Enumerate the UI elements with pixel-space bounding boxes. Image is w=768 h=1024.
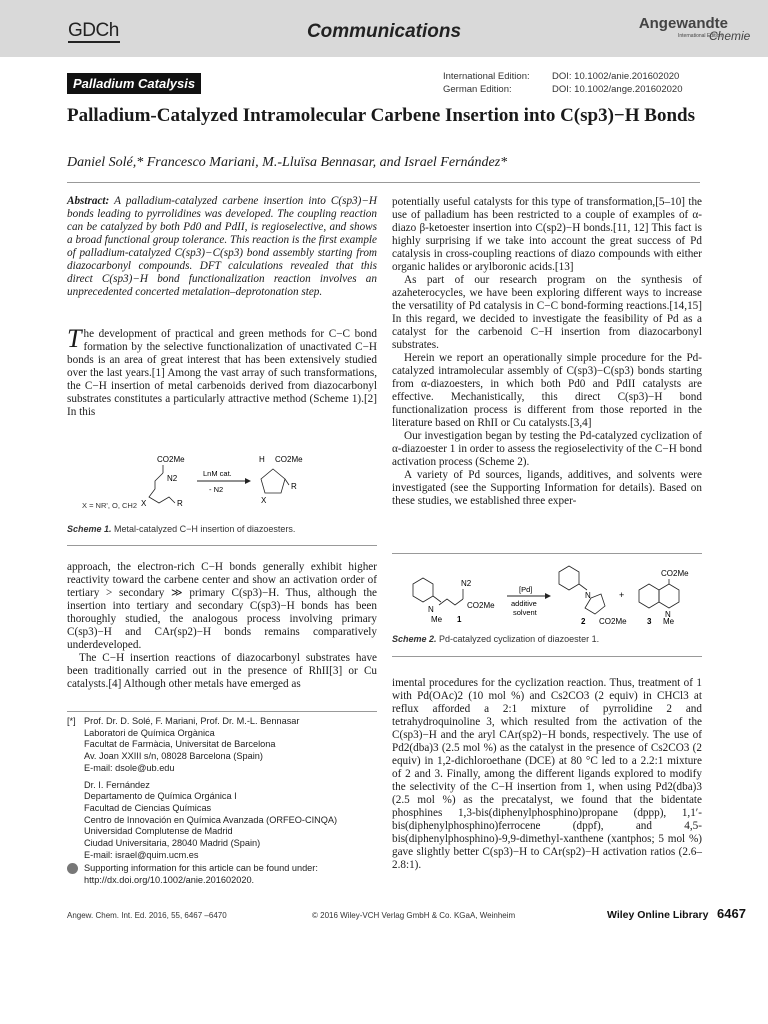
scheme-1-divider — [67, 545, 377, 546]
affiliation-marker: [*] — [67, 716, 76, 726]
scheme-2-label: Scheme 2. — [392, 634, 437, 644]
aff2-line: Departamento de Química Orgánica I — [84, 791, 237, 802]
s2-sm-co2me: CO2Me — [467, 601, 495, 610]
aff1-line: Av. Joan XXIII s/n, 08028 Barcelona (Spain) — [84, 751, 263, 762]
s1-reagent-x: X — [141, 499, 147, 508]
s1-product-co2me: CO2Me — [275, 455, 303, 464]
abstract — [67, 195, 377, 299]
doi-international-link[interactable]: DOI: 10.1002/anie.201602020 — [552, 71, 680, 82]
body-left-continued — [67, 561, 377, 691]
body-paragraph-3: The C−H insertion reactions of diazocarbonyl substrates have been traditionally carried out in the presence of RhII[3] or Cu catalysts.[4] Although other metals have emerged as — [67, 652, 377, 690]
journal-logo: Angewandte — [638, 15, 728, 32]
s1-product-h: H — [259, 455, 265, 464]
page-number: 6467 — [717, 906, 746, 921]
s1-arrow-catalyst: LnM cat. — [203, 469, 232, 478]
body-right-p2: As part of our research program on the synthesis of azaheterocycles, we have been exploring different ways to increase the versatility of Pd catalysis in C−C bond-forming reactions.[14,15] In this regard, we decided to investigate the feasibility of Pd as a catalyst for the carbenoid C−H insertion from diazocarbonyl substrates. — [392, 274, 702, 351]
supporting-info-icon — [67, 863, 78, 874]
article-authors: Daniel Solé,* Francesco Mariani, M.-Lluïsa Bennasar, and Israel Fernández* — [67, 155, 508, 170]
scheme-2-graphic — [395, 562, 700, 628]
s1-reagent-n2: N2 — [167, 474, 178, 483]
supporting-info — [67, 863, 377, 886]
body-right-p3: Herein we report an operationally simple procedure for the Pd-catalyzed intramolecular assembly of C(sp3)−C(sp3) bonds starting from α-diazoesters, in which both Pd0 and PdII catalysts are effective. Mechanistically, this direct C(sp3)−H bond functionalization process is different from those reported in the literature based on RhII or Cu catalysts.[3,4] — [392, 352, 702, 429]
category-badge: Palladium Catalysis — [67, 73, 201, 94]
s1-reagent-r: R — [177, 499, 183, 508]
abstract-text: A palladium-catalyzed carbene insertion into C(sp3)−H bonds leading to pyrrolidines was developed. The coupling reaction can be catalyzed by both Pd0 and PdII, is regioselective, and shows a broad functional group tolerance. This reaction is the first example of palladium-catalyzed C(sp3)−C(sp3) bond assembly starting from diazocarbonyl compounds. DFT calculations revealed that this direct C(sp3)−H bond functionalization reaction involves an unprecedented concerted metalation–deprotonation step. — [67, 195, 377, 298]
aff2-line: Universidad Complutense de Madrid — [84, 826, 233, 837]
s1-reagent-co2me: CO2Me — [157, 455, 185, 464]
title-divider — [67, 182, 700, 183]
scheme-1-caption — [67, 524, 295, 534]
body-paragraph-1: he development of practical and green methods for C−C bond formation by the selective functionalization of unactivated C−H bonds is an area of great interest that has been extensively studied over the last years.[1] Among the vast array of such transformations, the C−H insertion of metal carbenoids derived from diazocarbonyl substrates constitutes a particularly attractive method (Scheme 1).[2] In this — [67, 328, 377, 418]
article-title: Palladium-Catalyzed Intramolecular Carbene Insertion into C(sp3)−H Bonds — [67, 105, 695, 126]
s2-arrow-catalyst: [Pd] — [519, 585, 533, 594]
scheme-2-caption — [392, 634, 599, 644]
si-text: Supporting information for this article can be found under: — [84, 863, 318, 874]
journal-logo-chemie: Chemie — [709, 29, 751, 43]
aff2-line: Dr. I. Fernández — [84, 779, 150, 790]
footer-citation: Angew. Chem. Int. Ed. 2016, 55, 6467 –6470 — [67, 911, 227, 920]
scheme-1-label: Scheme 1. — [67, 524, 112, 534]
s2-p3-co2me: CO2Me — [661, 569, 689, 578]
scheme-2-top-divider — [392, 553, 702, 554]
s2-p2-co2me: CO2Me — [599, 617, 627, 626]
body-right-p4: Our investigation began by testing the Pd-catalyzed cyclization of α-diazoester 1 in order to assess the regioselectivity of the C−H bond activation process (Scheme 2). — [392, 430, 702, 468]
s1-product-r: R — [291, 482, 297, 491]
scheme-2-text: Pd-catalyzed cyclization of diazoester 1. — [439, 634, 600, 644]
abstract-label: Abstract: — [67, 195, 110, 207]
journal-header-bar — [0, 0, 768, 57]
affiliation-divider — [67, 711, 377, 712]
affiliation-2 — [67, 780, 377, 862]
s1-product-x: X — [261, 496, 267, 505]
s2-arrow-solvent: solvent — [513, 608, 537, 617]
body-right — [392, 196, 702, 508]
s2-sm-n: N — [428, 605, 434, 614]
section-title: Communications — [306, 21, 462, 42]
aff1-line: Laboratori de Química Orgànica — [84, 727, 215, 738]
scheme-1-text: Metal-catalyzed C−H insertion of diazoesters. — [114, 524, 296, 534]
body-right-continued — [392, 677, 702, 872]
si-link[interactable]: http://dx.doi.org/10.1002/anie.201602020. — [84, 875, 255, 886]
s1-x-definition: X = NR', O, CH2 — [82, 501, 137, 510]
aff2-line: Ciudad Universitaria, 28040 Madrid (Spain) — [84, 838, 261, 849]
aff2-email[interactable]: E-mail: israel@quim.ucm.es — [84, 849, 199, 860]
aff2-line: Centro de Innovación en Química Avanzada (ORFEO-CINQA) — [84, 814, 338, 825]
aff1-line: Prof. Dr. D. Solé, F. Mariani, Prof. Dr. M.-L. Bennasar — [84, 716, 300, 726]
gdch-logo: GDCh — [68, 20, 119, 41]
doi-german-label: German Edition: — [443, 84, 512, 95]
affiliation-1 — [67, 716, 377, 775]
body-paragraph-2: approach, the electron-rich C−H bonds generally exhibit higher reactivity toward the carbene center and show an activation order of tertiary > secondary ≫ primary C(sp3)−H. Thus, although the insertion into tertiary and secondary C(sp3)−H bonds has been thoroughly studied, the analogous process involving primary C(sp3)−H and CAr(sp2)−H bonds remains comparatively underdeveloped. — [67, 561, 377, 651]
s2-p3-n: N — [665, 610, 671, 619]
s2-sm-n2: N2 — [461, 579, 472, 588]
s1-arrow-loss: - N2 — [209, 485, 224, 494]
body-right-p5: A variety of Pd sources, ligands, additives, and solvents were investigated (see the Supporting Information for details). Based on these studies, we established three exper- — [392, 469, 702, 507]
s2-plus: + — [619, 590, 625, 600]
s2-sm-number: 1 — [457, 615, 462, 624]
body-right-p1: potentially useful catalysts for this type of transformation,[5–10] the use of palladium has been restricted to a couple of examples of α-diazo β-ketoester insertion into C(sp2)−H bonds.[11, 12] This fact is highly surprising if we take into account the great success of Pd catalysis in cross-coupling reactions of diazo compounds with either organic halides or arylboronic acids.[13] — [392, 196, 702, 273]
s2-p2-n: N — [585, 591, 591, 600]
s2-arrow-additive: additive — [511, 599, 537, 608]
affiliations — [67, 716, 377, 887]
aff2-line: Facultad de Ciencias Químicas — [84, 802, 212, 813]
footer-wiley-online-library[interactable]: Wiley Online Library — [607, 909, 709, 921]
footer-copyright: © 2016 Wiley-VCH Verlag GmbH & Co. KGaA, Weinheim — [312, 911, 516, 920]
doi-german-link[interactable]: DOI: 10.1002/ange.201602020 — [552, 84, 683, 95]
s2-sm-me: Me — [431, 615, 443, 624]
doi-international-label: International Edition: — [443, 71, 530, 82]
aff1-line: Facultat de Farmàcia, Universitat de Barcelona — [84, 739, 276, 750]
s2-p3-number: 3 — [647, 617, 652, 626]
body-right-p6: imental procedures for the cyclization reaction. Thus, treatment of 1 with Pd(OAc)2 (10 mol %) and Cs2CO3 (2 equiv) in CHCl3 at reflux afforded a 2:1 mixture of pyrrolidine 2 and tetrahydroquinoline 3, which resulted from the activation of the C(sp3)−H and the aryl CAr(sp2)−H bonds, respectively. The use of Pd2(dba)3 (2.5 mol %) as the catalyst in the presence of Cs2CO3 (2 equiv) in 1,2-dichloroethane (DCE) at 80 °C led to a 2.2:1 mixture of 2 and 3. Finally, among the different ligands explored to modify the selectivity of the C−H insertion from 1, when using Pd2(dba)3 (2.5 mol %) as the precatalyst, we found that the bidentate phosphines 1,3-bis(diphenylphosphino)propane (dppp), 1,1′-bis(diphenylphosphino)ferrocene (dppf), and 4,5-bis(diphenylphosphino)-9,9-dimethyl-xanthene (xantphos; 5 mol %) gave slightly better C(sp3)−H to CAr(sp2)−H activation ratios (2.6–2.8:1). — [392, 677, 702, 871]
body-intro — [67, 324, 377, 419]
scheme-2-bottom-divider — [392, 656, 702, 657]
scheme-1-graphic — [135, 451, 335, 513]
drop-cap: T — [67, 324, 82, 353]
journal-logo-edition: International Edition — [678, 33, 723, 39]
aff1-email[interactable]: E-mail: dsole@ub.edu — [84, 762, 175, 773]
s2-p3-me: Me — [663, 617, 675, 626]
s2-p2-number: 2 — [581, 617, 586, 626]
